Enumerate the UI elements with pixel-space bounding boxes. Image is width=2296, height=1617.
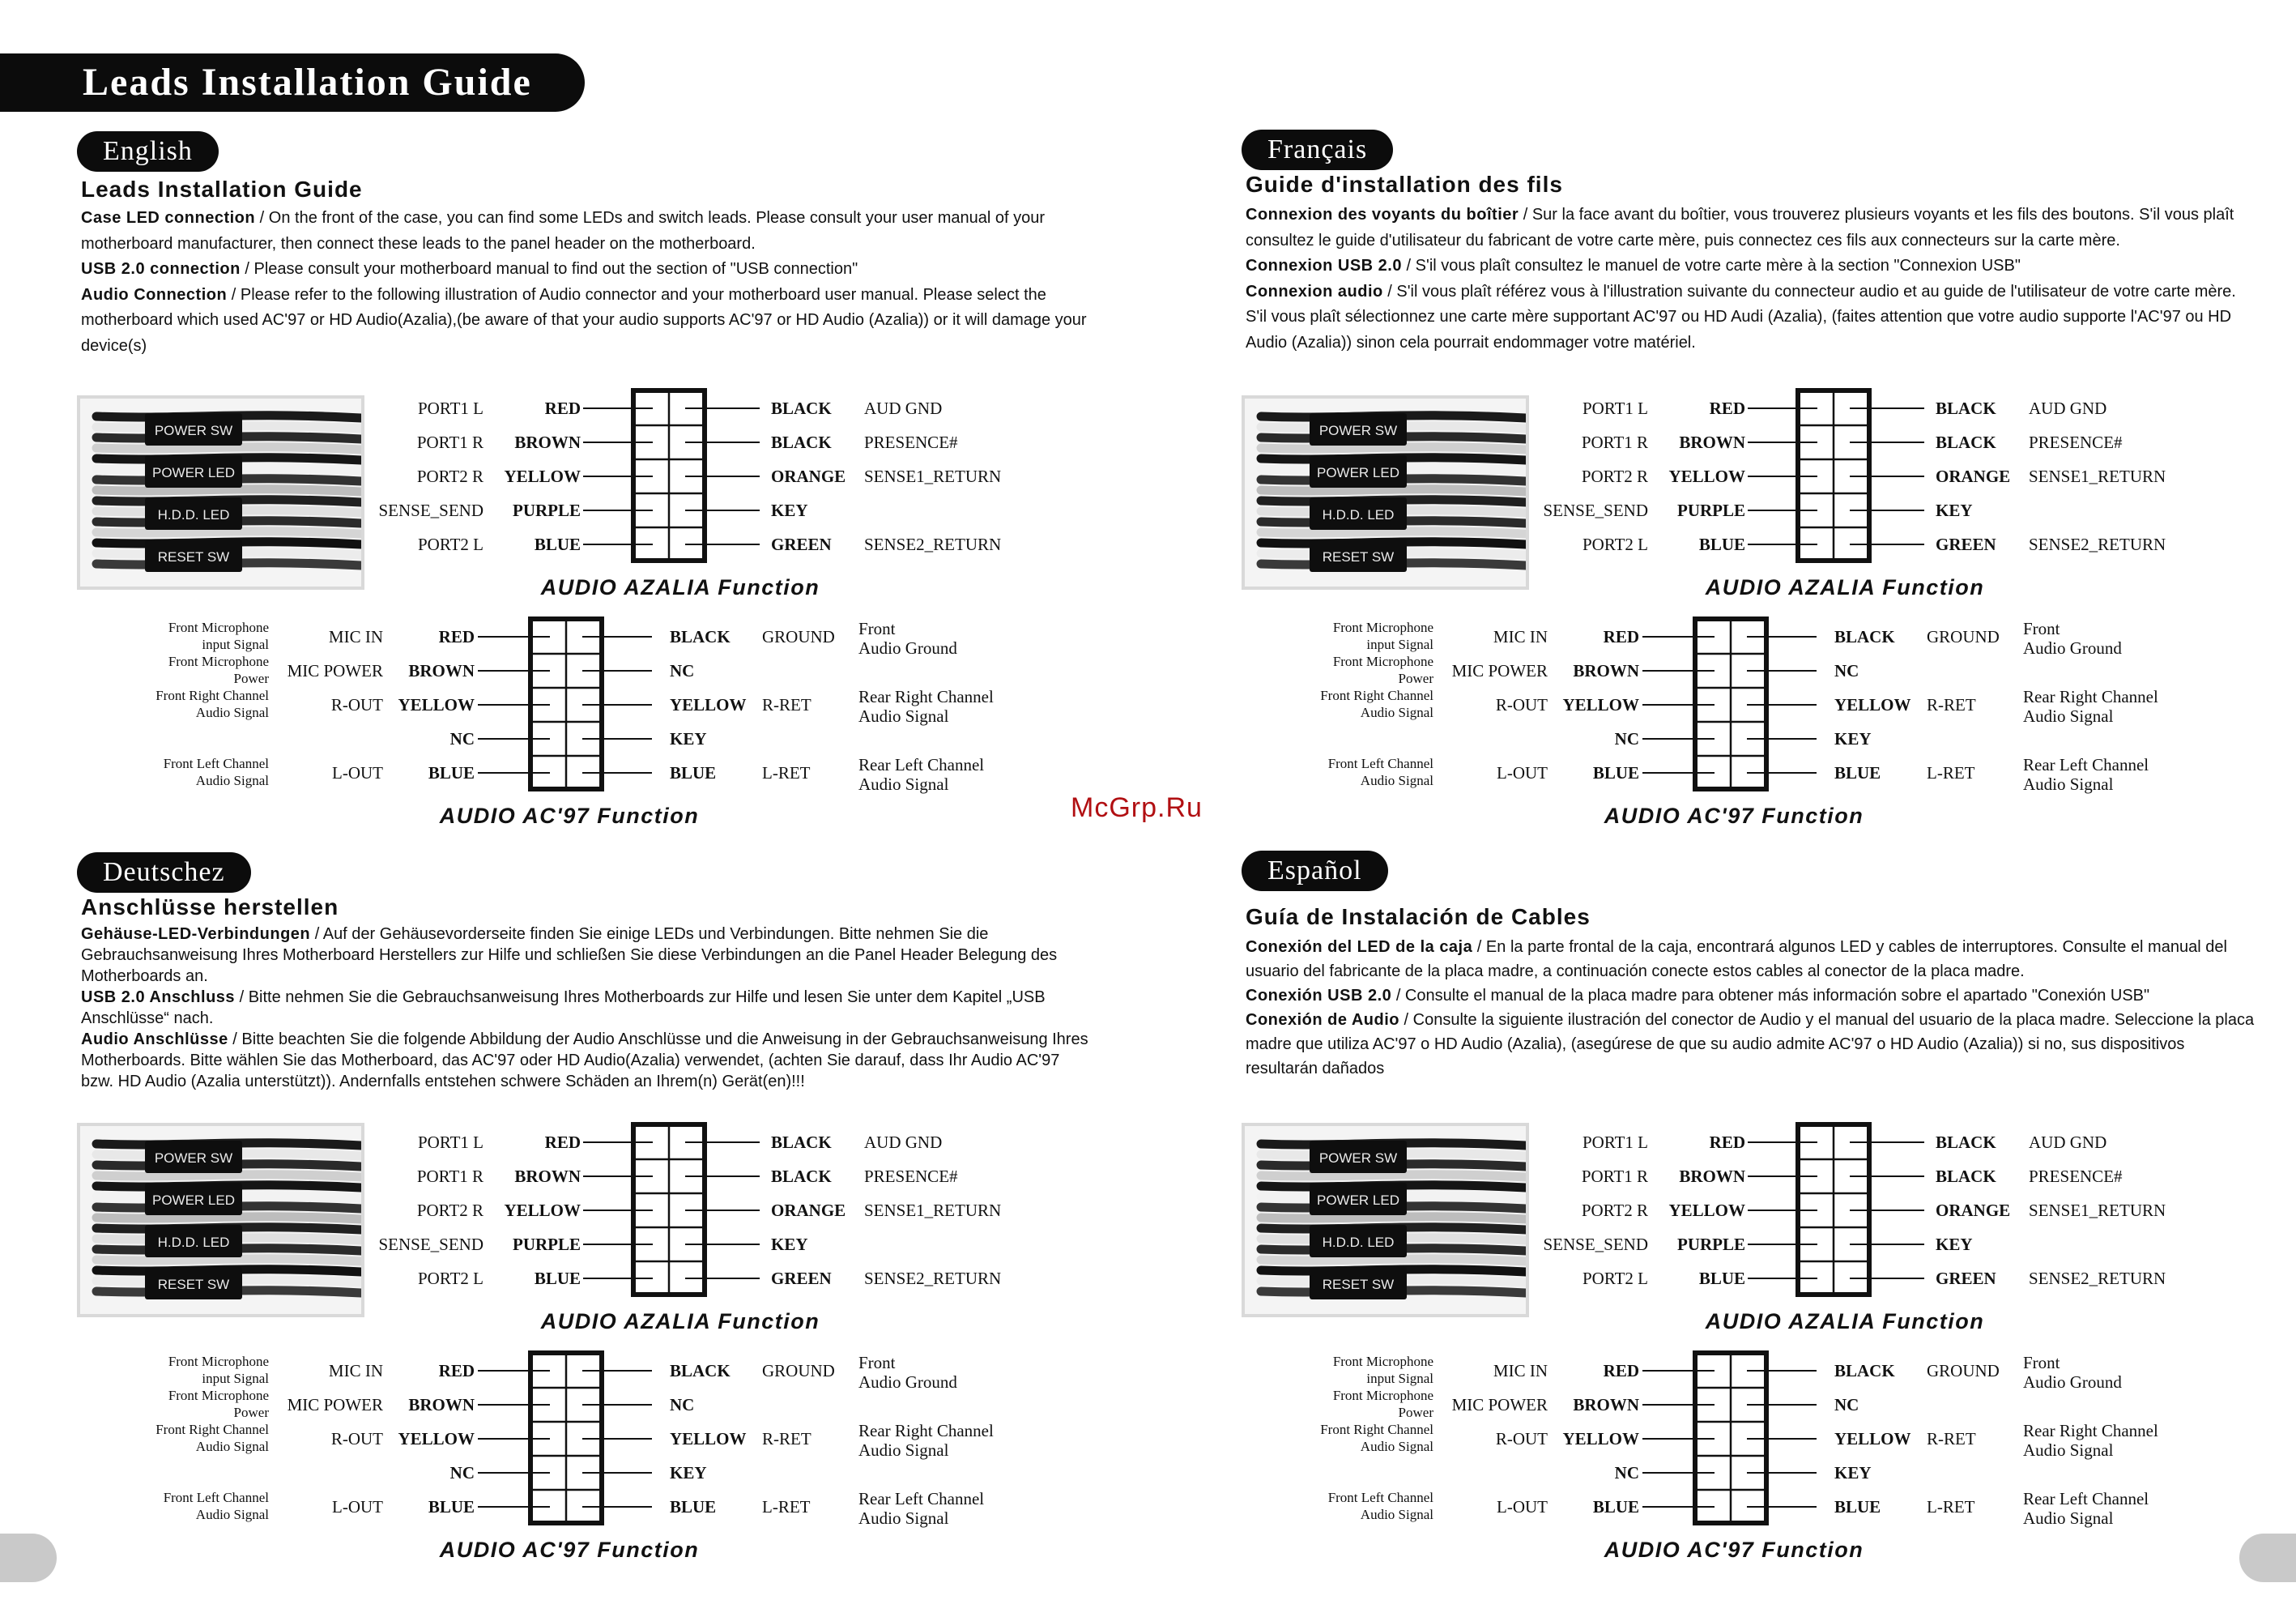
paragraph-text: / Please refer to the following illustration of Audio connector and your motherboard user manual. Please select the motherboard which used AC'97 or HD Audio(Azalia),(be aware of that your audio supports AC'97 or HD Audio (Azalia)) or it will damage your device(s) <box>81 285 1087 355</box>
pin-name-left: SENSE_SEND <box>378 501 483 520</box>
wire-color-right: NC <box>670 661 695 681</box>
azalia-diagram <box>1543 390 2166 599</box>
language-tag: Español <box>1242 851 1388 891</box>
pin-name-left: SENSE_SEND <box>378 1235 483 1254</box>
ac97-function-title: AUDIO AC'97 Function <box>439 804 700 828</box>
paragraph-text: / Sur la face avant du boîtier, vous trouverez plusieurs voyants et les fils des boutons. S'il vous plaît consultez le guide d'utilisateur du fabricant de votre carte mère, puis connectez ces fils aux connecteurs sur la carte mère. <box>1246 206 2234 250</box>
pin-name-left: L-OUT <box>332 1497 383 1517</box>
wire-color-right: KEY <box>771 501 808 520</box>
signal-description: Front Left Channel <box>1327 1490 1433 1505</box>
pin-name-left: PORT2 L <box>1582 535 1648 554</box>
paragraph <box>81 987 1093 1029</box>
section-heading: Anschlüsse herstellen <box>81 894 339 919</box>
pin-name-left: PORT1 R <box>1581 433 1648 452</box>
paragraph <box>1246 935 2258 983</box>
paragraph-text: / S'il vous plaît référez vous à l'illustration suivante du connecteur audio et au guide de l'utilisateur de votre carte mère. S'il vous plaît sélectionnez une carte mère supportant AC'97 ou HD Audi (Azalia), (faites attention que votre audio supporte l'AC'97 ou HD Audio (Azalia)) sinon cela pourrait endommager votre matériel. <box>1246 282 2236 352</box>
azalia-diagram <box>378 1124 1001 1333</box>
page-tab-left <box>0 1534 57 1582</box>
signal-description: Audio Signal <box>2023 774 2114 794</box>
ac97-diagram <box>1320 1353 2158 1562</box>
pin-name-right: GROUND <box>1927 1361 2000 1380</box>
paragraph-text: / Consulte el manual de la placa madre para obtener más información sobre el apartado "Conexión USB" <box>1391 987 2150 1005</box>
pin-name-right: AUD GND <box>2029 399 2107 418</box>
paragraph <box>81 206 1093 257</box>
paragraph-text: / On the front of the case, you can find some LEDs and switch leads. Please consult your user manual of your motherboard manufacturer, then connect these leads to the panel header on the motherboard. <box>81 209 1046 253</box>
signal-description: Audio Signal <box>858 1508 949 1528</box>
signal-description: Front Right Channel <box>155 688 269 703</box>
signal-description: Audio Ground <box>858 1372 957 1392</box>
pin-name-left: MIC POWER <box>287 1395 383 1414</box>
paragraph-lead: USB 2.0 Anschluss <box>81 988 236 1006</box>
paragraph-lead: Case LED connection <box>81 209 256 227</box>
pin-name-left: PORT2 L <box>418 1269 483 1288</box>
audio-connector-diagrams <box>1242 387 2296 845</box>
ac97-diagram <box>1320 619 2158 828</box>
signal-description: Audio Signal <box>2023 1508 2114 1528</box>
signal-description: Audio Signal <box>858 706 949 726</box>
connector-label: POWER SW <box>1318 1150 1398 1166</box>
pin-name-right: L-RET <box>762 763 811 783</box>
wire-color-right: BLACK <box>670 1361 731 1380</box>
wire-color-left: PURPLE <box>513 1235 581 1254</box>
signal-description: Front Left Channel <box>163 756 269 771</box>
paragraph <box>81 283 1093 360</box>
azalia-function-title: AUDIO AZALIA Function <box>540 575 820 599</box>
wire-color-right: NC <box>1834 661 1859 681</box>
wire-color-right: KEY <box>670 729 707 749</box>
wire-color-right: BLUE <box>1834 763 1881 783</box>
pin-name-left: R-OUT <box>330 1429 383 1448</box>
ac97-function-title: AUDIO AC'97 Function <box>1604 804 1864 828</box>
wire-color-right: BLACK <box>1936 1133 1996 1152</box>
wire-color-right: BLUE <box>1834 1497 1881 1517</box>
pin-name-left: PORT2 L <box>418 535 483 554</box>
section-body <box>1246 935 2258 1081</box>
azalia-diagram <box>1543 1124 2166 1333</box>
paragraph-lead: Audio Connection <box>81 285 228 304</box>
paragraph <box>81 257 1093 283</box>
section-francais <box>1242 130 2296 891</box>
wire-color-right: GREEN <box>771 535 832 554</box>
pin-name-right: SENSE1_RETURN <box>864 467 1002 486</box>
wire-color-left: BROWN <box>408 661 475 681</box>
pin-name-left: SENSE_SEND <box>1543 1235 1648 1254</box>
signal-description: Rear Left Channel <box>858 755 985 774</box>
paragraph-text: / Bitte beachten Sie die folgende Abbildung der Audio Anschlüsse und die Anweisung in der Gebrauchsanweisung Ihres Motherboards. Bitte wählen Sie das Motherboard, das AC'97 oder HD Audio(Azalia) verwendet, (achten Sie darauf, dass Ihr Audio AC'97 bzw. HD Audio (Azalia unterstützt)). Andernfalls entstehen schwere Schäden an Ihrem(n) Gerät(en)!!! <box>81 1030 1088 1090</box>
pin-name-right: R-RET <box>1927 1429 1976 1448</box>
pin-name-left: MIC IN <box>1493 1361 1548 1380</box>
signal-description: input Signal <box>202 1371 269 1386</box>
connector-label: POWER LED <box>151 1192 236 1208</box>
signal-description: Rear Right Channel <box>2023 1421 2158 1440</box>
language-tag: Français <box>1242 130 1393 170</box>
ac97-diagram <box>155 619 994 828</box>
signal-description: Rear Right Channel <box>858 1421 994 1440</box>
wire-color-left: YELLOW <box>398 695 475 715</box>
connector-label: RESET SW <box>1322 1277 1395 1292</box>
paragraph-text: / Auf der Gehäusevorderseite finden Sie einige LEDs und Verbindungen. Bitte nehmen Sie die Gebrauchsanweisung Ihres Motherboard Herstellers zur Hilfe und schließen Sie diese Verbindungen an die Panel Header Belegung des Motherboards an. <box>81 925 1058 985</box>
signal-description: Audio Signal <box>1360 705 1433 720</box>
paragraph-text: / S'il vous plaît consultez le manuel de votre carte mère à la section "Connexion USB" <box>1401 257 2021 275</box>
wire-color-right: BLUE <box>670 763 717 783</box>
paragraph-text: / Bitte nehmen Sie die Gebrauchsanweisung Ihres Motherboards zur Hilfe und lesen Sie unter dem Kapitel „USB Anschlüsse“ nach. <box>81 988 1046 1027</box>
wire-color-left: PURPLE <box>1677 501 1745 520</box>
wire-color-right: BLACK <box>771 399 832 418</box>
wire-color-right: BLUE <box>670 1497 717 1517</box>
connector-label: POWER SW <box>154 423 233 438</box>
wire-color-right: ORANGE <box>1936 1201 2011 1220</box>
pin-name-right: GROUND <box>762 1361 835 1380</box>
wire-color-right: BLACK <box>771 1133 832 1152</box>
pin-name-right: L-RET <box>762 1497 811 1517</box>
connector-label: POWER LED <box>1316 1192 1400 1208</box>
azalia-diagram <box>378 390 1001 599</box>
audio-connector-diagrams <box>77 387 1211 845</box>
pin-name-left: R-OUT <box>1495 695 1548 715</box>
wire-color-right: ORANGE <box>771 467 846 486</box>
signal-description: Front Right Channel <box>1320 688 1433 703</box>
signal-description: Audio Signal <box>1360 1439 1433 1454</box>
wire-color-left: YELLOW <box>504 467 581 486</box>
pin-name-left: PORT1 L <box>418 399 483 418</box>
wire-color-left: BROWN <box>1573 1395 1639 1414</box>
signal-description: Audio Signal <box>858 1440 949 1460</box>
wire-color-left: BLUE <box>1592 1497 1639 1517</box>
pin-name-left: R-OUT <box>330 695 383 715</box>
pin-name-left: MIC POWER <box>287 661 383 681</box>
paragraph-text: / En la parte frontal de la caja, encontrará algunos LED y cables de interruptores. Consulte el manual del usuario del fabricante de la placa madre, a continuación conecte estos cables al conector de la placa madre. <box>1246 938 2227 980</box>
pin-name-left: MIC IN <box>328 1361 383 1380</box>
pin-name-left: L-OUT <box>332 763 383 783</box>
wire-color-right: BLACK <box>1936 433 1996 452</box>
watermark: McGrp.Ru <box>1071 792 1203 823</box>
paragraph-lead: Conexión de Audio <box>1246 1011 1399 1029</box>
signal-description: Front Right Channel <box>1320 1422 1433 1437</box>
wire-color-right: ORANGE <box>1936 467 2011 486</box>
pin-name-right: AUD GND <box>2029 1133 2107 1152</box>
section-body <box>81 924 1093 1092</box>
wire-color-left: BLUE <box>1592 763 1639 783</box>
wire-color-left: RED <box>1603 627 1639 646</box>
signal-description: Audio Signal <box>2023 706 2114 726</box>
ac97-function-title: AUDIO AC'97 Function <box>1604 1538 1864 1562</box>
paragraph-lead: Conexión del LED de la caja <box>1246 938 1473 956</box>
connector-label: H.D.D. LED <box>157 1235 230 1250</box>
signal-description: Audio Signal <box>2023 1440 2114 1460</box>
pin-name-left: L-OUT <box>1497 1497 1548 1517</box>
wire-color-left: BROWN <box>1679 1167 1745 1186</box>
pin-name-right: AUD GND <box>864 399 943 418</box>
audio-connector-diagrams <box>77 1121 1211 1579</box>
signal-description: Front <box>2023 619 2060 638</box>
pin-name-left: SENSE_SEND <box>1543 501 1648 520</box>
paragraph-lead: Connexion des voyants du boîtier <box>1246 206 1519 224</box>
wire-color-left: BROWN <box>514 433 581 452</box>
page-tab-right <box>2239 1534 2296 1582</box>
signal-description: input Signal <box>1366 637 1433 652</box>
audio-connector-diagrams <box>1242 1121 2296 1579</box>
wire-color-left: BLUE <box>534 535 581 554</box>
signal-description: Audio Signal <box>858 774 949 794</box>
wire-color-right: GREEN <box>771 1269 832 1288</box>
signal-description: Front <box>858 619 896 638</box>
signal-description: Audio Signal <box>195 1439 269 1454</box>
wire-color-left: BROWN <box>1679 433 1745 452</box>
wire-color-right: BLACK <box>1834 1361 1895 1380</box>
pin-name-right: PRESENCE# <box>864 1167 958 1186</box>
signal-description: Audio Signal <box>1360 773 1433 788</box>
wire-color-right: GREEN <box>1936 535 1996 554</box>
connector-label: POWER LED <box>1316 465 1400 480</box>
wire-color-left: BROWN <box>1573 661 1639 681</box>
wire-color-right: KEY <box>1834 1463 1872 1483</box>
wire-color-left: BLUE <box>534 1269 581 1288</box>
wire-color-right: KEY <box>1936 501 1973 520</box>
signal-description: Front Microphone <box>1332 1388 1433 1403</box>
azalia-function-title: AUDIO AZALIA Function <box>1705 1309 1985 1333</box>
wire-color-left: BROWN <box>514 1167 581 1186</box>
signal-description: Audio Ground <box>2023 1372 2122 1392</box>
pin-name-right: PRESENCE# <box>864 433 958 452</box>
signal-description: Front Microphone <box>168 620 269 635</box>
wire-color-left: YELLOW <box>398 1429 475 1448</box>
wire-color-left: YELLOW <box>504 1201 581 1220</box>
pin-name-right: PRESENCE# <box>2029 1167 2123 1186</box>
pin-name-left: MIC IN <box>1493 627 1548 646</box>
connector-label: POWER LED <box>151 465 236 480</box>
language-tag: Deutschez <box>77 852 251 893</box>
wire-color-right: YELLOW <box>1834 695 1911 715</box>
wire-color-right: BLACK <box>1936 399 1996 418</box>
wire-color-left: RED <box>1709 399 1745 418</box>
pin-name-right: R-RET <box>762 1429 811 1448</box>
pin-name-left: MIC POWER <box>1451 1395 1548 1414</box>
wire-color-left: RED <box>438 1361 475 1380</box>
signal-description: Audio Signal <box>195 1507 269 1522</box>
wire-color-right: YELLOW <box>1834 1429 1911 1448</box>
signal-description: Rear Left Channel <box>2023 755 2149 774</box>
paragraph-lead: USB 2.0 connection <box>81 260 241 278</box>
section-heading: Guide d'installation des fils <box>1246 172 1563 197</box>
section-deutsch <box>77 852 1211 1614</box>
pin-name-left: PORT1 R <box>1581 1167 1648 1186</box>
wire-color-left: RED <box>1709 1133 1745 1152</box>
connector-label: POWER SW <box>1318 423 1398 438</box>
paragraph-lead: Connexion audio <box>1246 282 1383 301</box>
wire-color-right: NC <box>670 1395 695 1414</box>
paragraph-lead: Audio Anschlüsse <box>81 1030 228 1048</box>
wire-color-right: KEY <box>670 1463 707 1483</box>
connector-label: H.D.D. LED <box>157 507 230 523</box>
wire-color-right: GREEN <box>1936 1269 1996 1288</box>
wire-color-left: YELLOW <box>1668 467 1745 486</box>
pin-name-right: SENSE1_RETURN <box>2029 467 2166 486</box>
wire-color-right: YELLOW <box>670 695 747 715</box>
signal-description: Front Right Channel <box>155 1422 269 1437</box>
signal-description: Front Microphone <box>168 654 269 669</box>
wire-color-right: KEY <box>1834 729 1872 749</box>
wire-color-left: YELLOW <box>1562 695 1639 715</box>
pin-name-right: SENSE2_RETURN <box>2029 1269 2166 1288</box>
paragraph-lead: Gehäuse-LED-Verbindungen <box>81 925 311 943</box>
wire-color-left: YELLOW <box>1562 1429 1639 1448</box>
wire-color-left: BLUE <box>428 763 475 783</box>
signal-description: Audio Signal <box>195 773 269 788</box>
signal-description: Front <box>858 1353 896 1372</box>
connector-label: H.D.D. LED <box>1322 1235 1395 1250</box>
wire-color-left: RED <box>544 1133 581 1152</box>
wire-color-right: KEY <box>771 1235 808 1254</box>
pin-name-right: GROUND <box>1927 627 2000 646</box>
signal-description: input Signal <box>202 637 269 652</box>
connector-label: RESET SW <box>157 1277 230 1292</box>
wire-color-right: BLACK <box>1936 1167 1996 1186</box>
wire-color-left: PURPLE <box>1677 1235 1745 1254</box>
section-heading: Leads Installation Guide <box>81 177 363 202</box>
paragraph <box>1246 203 2258 254</box>
paragraph-lead: Conexión USB 2.0 <box>1246 987 1392 1005</box>
wire-color-left: BLUE <box>1698 1269 1745 1288</box>
wire-color-left: BROWN <box>408 1395 475 1414</box>
wire-color-left: NC <box>1614 729 1639 749</box>
pin-name-right: R-RET <box>1927 695 1976 715</box>
pin-name-left: MIC POWER <box>1451 661 1548 681</box>
pin-name-left: PORT1 L <box>418 1133 483 1152</box>
signal-description: Front Microphone <box>1332 620 1433 635</box>
signal-description: Front Microphone <box>168 1354 269 1369</box>
signal-description: Audio Ground <box>2023 638 2122 658</box>
signal-description: Audio Ground <box>858 638 957 658</box>
pin-name-right: L-RET <box>1927 1497 1975 1517</box>
ac97-function-title: AUDIO AC'97 Function <box>439 1538 700 1562</box>
wire-color-left: NC <box>1614 1463 1639 1483</box>
azalia-function-title: AUDIO AZALIA Function <box>1705 575 1985 599</box>
section-espanol <box>1242 851 2296 1612</box>
pin-name-left: PORT2 R <box>416 1201 483 1220</box>
signal-description: Rear Left Channel <box>858 1489 985 1508</box>
pin-name-left: L-OUT <box>1497 763 1548 783</box>
pin-name-right: L-RET <box>1927 763 1975 783</box>
connector-label: RESET SW <box>1322 549 1395 565</box>
pin-name-left: PORT2 R <box>416 467 483 486</box>
pin-name-left: PORT1 R <box>416 433 483 452</box>
paragraph <box>1246 983 2258 1008</box>
signal-description: Power <box>1398 671 1433 686</box>
pin-name-right: PRESENCE# <box>2029 433 2123 452</box>
signal-description: Power <box>233 671 269 686</box>
wire-color-left: PURPLE <box>513 501 581 520</box>
pin-name-left: PORT1 L <box>1582 1133 1648 1152</box>
signal-description: Rear Right Channel <box>2023 687 2158 706</box>
paragraph <box>1246 1008 2258 1081</box>
wire-color-left: NC <box>449 729 475 749</box>
signal-description: Front Microphone <box>1332 654 1433 669</box>
wire-color-right: NC <box>1834 1395 1859 1414</box>
azalia-function-title: AUDIO AZALIA Function <box>540 1309 820 1333</box>
wire-color-left: RED <box>1603 1361 1639 1380</box>
wire-color-right: BLACK <box>771 433 832 452</box>
paragraph <box>81 1029 1093 1092</box>
signal-description: Rear Left Channel <box>2023 1489 2149 1508</box>
wire-color-left: RED <box>438 627 475 646</box>
signal-description: Audio Signal <box>1360 1507 1433 1522</box>
section-body <box>81 206 1093 359</box>
pin-name-right: GROUND <box>762 627 835 646</box>
pin-name-right: AUD GND <box>864 1133 943 1152</box>
pin-name-right: SENSE2_RETURN <box>864 1269 1002 1288</box>
signal-description: Audio Signal <box>195 705 269 720</box>
wire-color-left: BLUE <box>428 1497 475 1517</box>
signal-description: Power <box>1398 1405 1433 1420</box>
wire-color-left: RED <box>544 399 581 418</box>
section-heading: Guía de Instalación de Cables <box>1246 904 1591 929</box>
signal-description: Front Microphone <box>1332 1354 1433 1369</box>
signal-description: Front Left Channel <box>1327 756 1433 771</box>
pin-name-left: PORT1 R <box>416 1167 483 1186</box>
signal-description: Rear Right Channel <box>858 687 994 706</box>
section-body <box>1246 203 2258 356</box>
wire-color-right: BLACK <box>1834 627 1895 646</box>
wire-color-left: BLUE <box>1698 535 1745 554</box>
pin-name-right: SENSE2_RETURN <box>2029 535 2166 554</box>
paragraph <box>1246 254 2258 279</box>
wire-color-right: BLACK <box>771 1167 832 1186</box>
signal-description: input Signal <box>1366 1371 1433 1386</box>
pin-name-right: SENSE1_RETURN <box>864 1201 1002 1220</box>
connector-label: H.D.D. LED <box>1322 507 1395 523</box>
ac97-diagram <box>155 1353 994 1562</box>
pin-name-left: PORT2 R <box>1581 467 1648 486</box>
pin-name-right: SENSE2_RETURN <box>864 535 1002 554</box>
pin-name-left: PORT1 L <box>1582 399 1648 418</box>
paragraph <box>81 924 1093 987</box>
connector-label: POWER SW <box>154 1150 233 1166</box>
pin-name-left: R-OUT <box>1495 1429 1548 1448</box>
wire-color-right: YELLOW <box>670 1429 747 1448</box>
language-tag: English <box>77 131 219 172</box>
connector-label: RESET SW <box>157 549 230 565</box>
pin-name-right: SENSE1_RETURN <box>2029 1201 2166 1220</box>
pin-name-left: PORT2 L <box>1582 1269 1648 1288</box>
signal-description: Front <box>2023 1353 2060 1372</box>
paragraph-text: / Consulte la siguiente ilustración del conector de Audio y el manual del usuario de la placa madre. Seleccione la placa madre que utiliza AC'97 o HD Audio (Azalia), (asegúrese de que su audio admite AC'97 o HD Audio (Azalia)) si no, sus dispositivos resultarán dañados <box>1246 1011 2255 1077</box>
wire-color-left: YELLOW <box>1668 1201 1745 1220</box>
signal-description: Front Left Channel <box>163 1490 269 1505</box>
section-english <box>77 131 1211 893</box>
paragraph-text: / Please consult your motherboard manual to find out the section of "USB connection" <box>240 260 858 278</box>
pin-name-left: MIC IN <box>328 627 383 646</box>
wire-color-right: BLACK <box>670 627 731 646</box>
signal-description: Front Microphone <box>168 1388 269 1403</box>
paragraph-lead: Connexion USB 2.0 <box>1246 257 1402 275</box>
signal-description: Power <box>233 1405 269 1420</box>
pin-name-left: PORT2 R <box>1581 1201 1648 1220</box>
wire-color-right: KEY <box>1936 1235 1973 1254</box>
main-title: Leads Installation Guide <box>0 53 585 112</box>
wire-color-right: ORANGE <box>771 1201 846 1220</box>
wire-color-left: NC <box>449 1463 475 1483</box>
pin-name-right: R-RET <box>762 695 811 715</box>
paragraph <box>1246 279 2258 356</box>
